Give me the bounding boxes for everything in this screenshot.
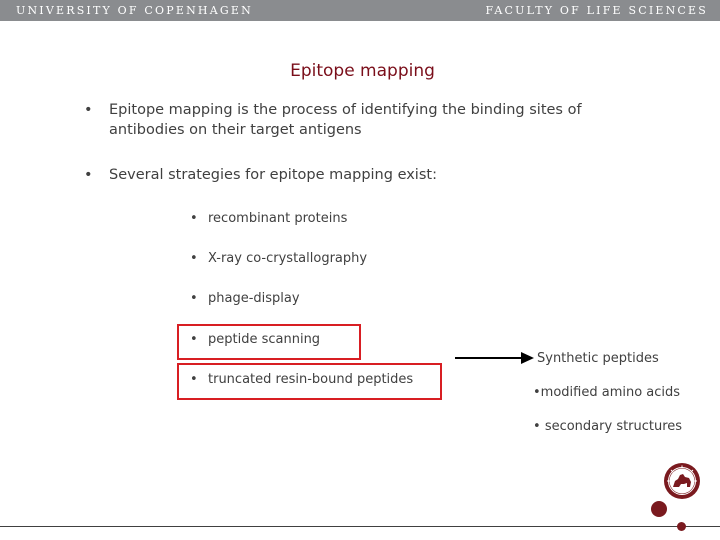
slide-title: Epitope mapping xyxy=(290,61,435,81)
faculty-name: FACULTY OF LIFE SCIENCES xyxy=(485,4,708,17)
bullet-marker: • xyxy=(84,102,93,118)
right-arrow-icon xyxy=(455,350,535,366)
footer-rule xyxy=(0,526,720,527)
side-heading: Synthetic peptides xyxy=(537,351,659,366)
university-name: UNIVERSITY OF COPENHAGEN xyxy=(16,4,253,17)
side-marker: • xyxy=(533,419,541,434)
strategy-item xyxy=(190,291,300,306)
strategy-marker: • xyxy=(190,332,198,347)
strategy-marker: • xyxy=(190,291,198,306)
strategy-marker: • xyxy=(190,211,198,226)
university-seal-icon xyxy=(663,462,701,500)
strategy-label: X-ray co-crystallography xyxy=(208,251,368,266)
strategy-marker: • xyxy=(190,372,198,387)
side-text: modified amino acids xyxy=(540,385,681,400)
side-marker: • xyxy=(533,385,541,400)
header-bar xyxy=(0,0,720,21)
side-item xyxy=(533,419,682,434)
strategy-label: recombinant proteins xyxy=(208,211,348,226)
strategy-label: peptide scanning xyxy=(208,332,321,347)
strategy-label: phage-display xyxy=(208,291,300,306)
bullet-text: Several strategies for epitope mapping exist: xyxy=(109,167,437,183)
logo-dot-small xyxy=(677,522,686,531)
bullet-text: Epitope mapping is the process of identifying the binding sites of antibodies on their target antigens xyxy=(109,102,582,138)
strategy-item xyxy=(190,251,367,266)
highlight-box-peptide-scanning xyxy=(177,324,361,360)
side-text: secondary structures xyxy=(544,419,683,434)
logo-dot-large xyxy=(651,501,667,517)
strategy-label: truncated resin-bound peptides xyxy=(208,372,414,387)
highlight-box-truncated-peptides xyxy=(177,363,442,400)
bullet-marker: • xyxy=(84,167,93,183)
side-item xyxy=(533,385,680,400)
strategy-marker: • xyxy=(190,251,198,266)
strategy-item xyxy=(190,211,347,226)
